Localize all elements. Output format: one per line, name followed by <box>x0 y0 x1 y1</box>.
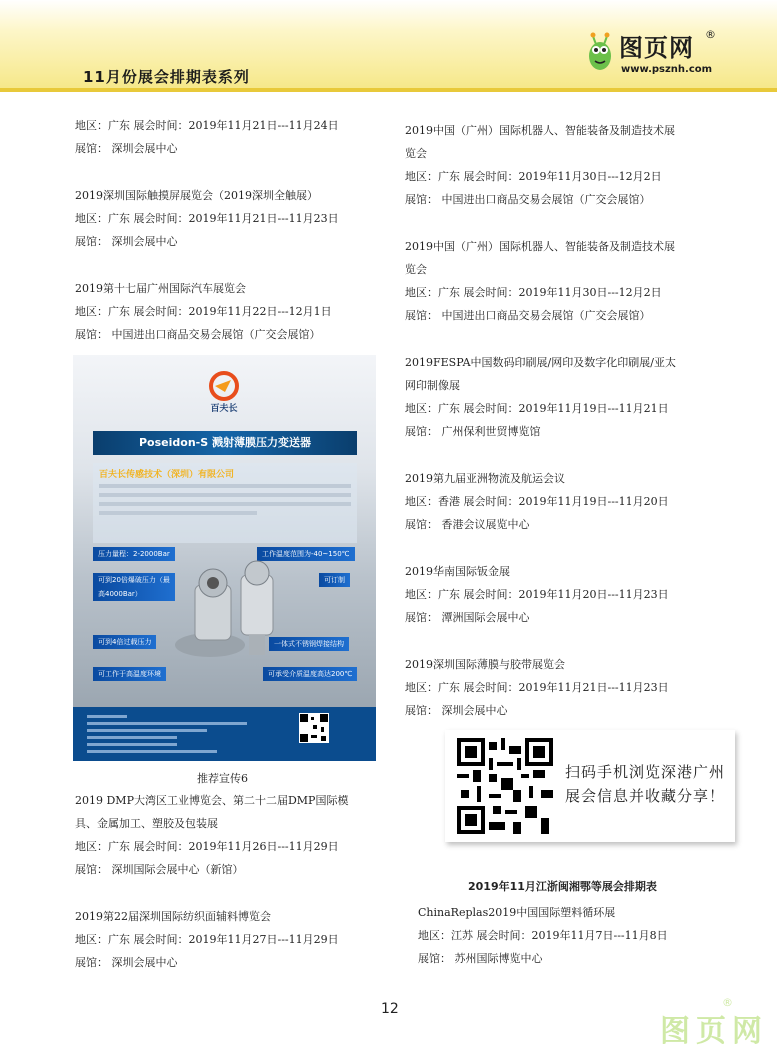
ad-label-hightemp-medium: 可承受介质温度高达200℃ <box>263 667 357 681</box>
entry-title: 2019第九届亚洲物流及航运会议 <box>405 472 565 485</box>
ad-label-overload: 可到4倍过载压力 <box>93 635 156 649</box>
logo-text: 图页网 <box>619 34 694 62</box>
entry-venue: 展馆： 中国进出口商品交易会展馆（广交会展馆） <box>405 309 651 322</box>
ad-label-welded: 一体式不锈钢焊接结构 <box>269 637 349 651</box>
right-column <box>405 119 715 722</box>
left-column-bottom <box>75 789 355 974</box>
entry-title: 2019 DMP大湾区工业博览会、第二十二届DMP国际模 <box>75 794 349 807</box>
listing-entry <box>75 277 355 346</box>
ad-company-name: 百夫长传感技术（深圳）有限公司 <box>99 470 235 480</box>
left-column-top <box>75 114 355 346</box>
entry-region-time: 地区：广东 展会时间：2019年11月20日---11月23日 <box>405 588 669 601</box>
entry-venue: 展馆： 潭洲国际会展中心 <box>405 611 530 624</box>
entry-title: 2019中国（广州）国际机器人、智能装备及制造技术展 <box>405 240 675 253</box>
entry-region-time: 地区：广东 展会时间：2019年11月21日---11月23日 <box>405 681 669 694</box>
listing-entry <box>405 119 715 211</box>
entry-venue: 展馆： 中国进出口商品交易会展馆（广交会展馆） <box>405 193 651 206</box>
entry-title: 2019华南国际钣金展 <box>405 565 510 578</box>
listing-entry <box>405 467 715 536</box>
entry-title: 2019深圳国际触摸屏展览会（2019深圳全触展） <box>75 189 318 202</box>
entry-title: 2019FESPA中国数码印刷展/网印及数字化印刷展/亚太 <box>405 356 676 369</box>
entry-title: 2019第22届深圳国际纺织面辅料博览会 <box>75 910 271 923</box>
watermark-logo <box>660 996 770 1049</box>
ad-label-hightemp-env: 可工作于高温度环境 <box>93 667 166 681</box>
ad-banner: Poseidon-S 溅射薄膜压力变送器 <box>93 431 357 455</box>
entry-title-cont: 览会 <box>405 263 427 276</box>
section2-entry <box>418 901 738 970</box>
entry-region-time: 地区：广东 展会时间：2019年11月19日---11月21日 <box>405 402 669 415</box>
watermark-text: 图页网 <box>660 1014 768 1049</box>
qr-promo-line2: 展会信息并收藏分享！ <box>565 787 726 805</box>
entry-region-time: 地区：广东 展会时间：2019年11月27日---11月29日 <box>75 933 339 946</box>
entry-venue: 展馆： 深圳会展中心 <box>75 956 178 969</box>
entry-venue: 展馆： 香港会议展览中心 <box>405 518 530 531</box>
page-header-title: 11月份展会排期表系列 <box>83 68 250 86</box>
entry-title-cont: 网印制像展 <box>405 379 460 392</box>
qr-code-icon <box>457 738 553 834</box>
listing-entry <box>405 351 715 443</box>
entry-venue: 展馆： 中国进出口商品交易会展馆（广交会展馆） <box>75 328 321 341</box>
entry-venue: 展馆： 广州保利世贸博览馆 <box>405 425 541 438</box>
section-title: 2019年11月江浙闽湘鄂等展会排期表 <box>468 880 657 893</box>
entry-region-time: 地区：广东 展会时间：2019年11月26日---11月29日 <box>75 840 339 853</box>
pressure-sensor-icon <box>165 555 295 665</box>
logo-registered-mark: ® <box>705 28 716 41</box>
entry-venue: 展馆： 深圳国际会展中心（新馆） <box>75 863 244 876</box>
ad-label-burst: 可到20倍爆破压力（最高4000Bar） <box>93 573 175 601</box>
mascot-icon <box>585 30 615 74</box>
listing-entry <box>75 789 355 881</box>
qr-promo-card[interactable] <box>445 730 735 842</box>
ad-qr-code-icon <box>299 713 329 743</box>
ad-caption: 推荐宣传6 <box>197 772 248 785</box>
ad-label-range: 压力量程：2-2000Bar <box>93 547 175 561</box>
ad-label-custom: 可订制 <box>319 573 350 587</box>
entry-title: 2019第十七届广州国际汽车展览会 <box>75 282 246 295</box>
entry-region-time: 地区：江苏 展会时间：2019年11月7日---11月8日 <box>418 929 668 942</box>
entry-region-time: 地区：广东 展会时间：2019年11月21日---11月23日 <box>75 212 339 225</box>
entry-venue: 展馆： 深圳会展中心 <box>405 704 508 717</box>
entry-title: 2019深圳国际薄膜与胶带展览会 <box>405 658 565 671</box>
listing-entry <box>75 905 355 974</box>
entry-title: 2019中国（广州）国际机器人、智能装备及制造技术展 <box>405 124 675 137</box>
entry-venue: 展馆： 深圳会展中心 <box>75 235 178 248</box>
entry-venue: 展馆： 深圳会展中心 <box>75 142 178 155</box>
entry-region-time: 地区：香港 展会时间：2019年11月19日---11月20日 <box>405 495 669 508</box>
entry-region-time: 地区：广东 展会时间：2019年11月30日---12月2日 <box>405 170 662 183</box>
entry-region-time: 地区：广东 展会时间：2019年11月30日---12月2日 <box>405 286 662 299</box>
advertisement-image[interactable] <box>73 355 376 761</box>
listing-entry <box>405 653 715 722</box>
qr-promo-text <box>565 760 730 808</box>
site-logo[interactable] <box>585 26 735 86</box>
entry-venue: 展馆： 苏州国际博览中心 <box>418 952 543 965</box>
listing-entry <box>405 235 715 327</box>
ad-label-temp: 工作温度范围为-40~150℃ <box>257 547 355 561</box>
header-rule <box>0 88 777 92</box>
brand-name: 百夫长 <box>210 404 238 414</box>
page-number: 12 <box>381 1001 399 1017</box>
entry-region-time: 地区：广东 展会时间：2019年11月21日---11月24日 <box>75 119 339 132</box>
entry-title-cont: 具、金属加工、塑胶及包装展 <box>75 817 218 830</box>
entry-title-cont: 览会 <box>405 147 427 160</box>
logo-url[interactable]: www.psznh.com <box>621 64 713 75</box>
ad-footer <box>73 707 376 761</box>
qr-promo-line1: 扫码手机浏览深港广州 <box>565 763 726 781</box>
entry-title: ChinaReplas2019中国国际塑料循环展 <box>418 906 616 919</box>
listing-entry <box>75 114 355 160</box>
listing-entry <box>75 184 355 253</box>
watermark-reg: ® <box>722 996 733 1009</box>
ad-company-block <box>93 463 357 543</box>
entry-region-time: 地区：广东 展会时间：2019年11月22日---12月1日 <box>75 305 332 318</box>
listing-entry <box>405 560 715 629</box>
